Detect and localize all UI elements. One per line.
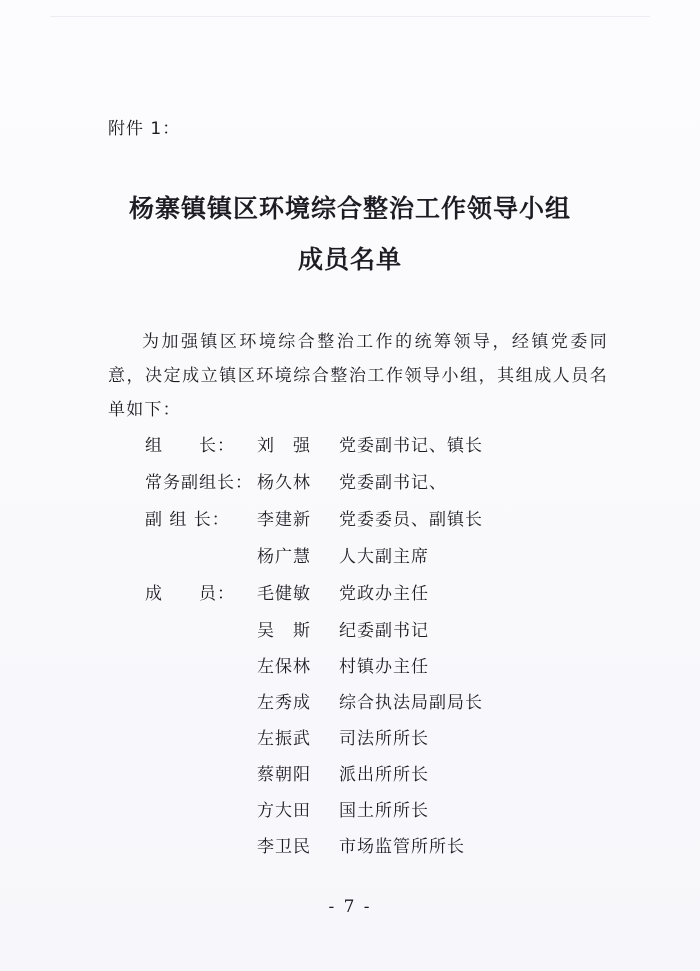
- member-post: 党委委员、副镇长: [339, 510, 483, 530]
- member-row: [0, 616, 700, 644]
- member-row: [0, 431, 700, 459]
- member-post: 党委副书记、镇长: [339, 436, 483, 456]
- member-post: 党政办主任: [339, 584, 429, 604]
- member-row: [0, 505, 700, 533]
- member-post: 司法所所长: [339, 729, 429, 749]
- member-name: 左保林: [257, 657, 311, 677]
- member-post: 市场监管所所长: [339, 837, 465, 857]
- document-title: 杨寨镇镇区环境综合整治工作领导小组: [128, 194, 571, 223]
- member-post: 人大副主席: [339, 547, 429, 567]
- member-name: 蔡朝阳: [257, 765, 311, 785]
- member-name: 左秀成: [257, 693, 311, 713]
- member-post: 派出所所长: [339, 765, 429, 785]
- attachment-label: 附件 1：: [108, 119, 181, 139]
- member-row: [0, 760, 700, 788]
- member-row: [0, 652, 700, 680]
- document-subtitle: 成员名单: [297, 245, 402, 274]
- page-number: - 7 -: [328, 897, 372, 917]
- member-name: 李卫民: [257, 837, 311, 857]
- member-role: 副 组 长：: [145, 510, 230, 530]
- member-name: 吴 斯: [257, 621, 311, 641]
- member-post: 村镇办主任: [339, 657, 429, 677]
- intro-paragraph: 为加强镇区环境综合整治工作的统筹领导，经镇党委同意，决定成立镇区环境综合整治工作领导小组，其组成人员名单如下：: [108, 332, 608, 420]
- member-name: 李建新: [257, 510, 311, 530]
- member-name: 方大田: [257, 801, 311, 821]
- member-name: 左振武: [257, 729, 311, 749]
- member-name: 杨久林: [257, 473, 311, 493]
- member-name: 刘 强: [257, 436, 311, 456]
- member-row: [0, 579, 700, 607]
- member-post: 纪委副书记: [339, 621, 429, 641]
- member-post: 国土所所长: [339, 801, 429, 821]
- member-name: 毛健敏: [257, 584, 311, 604]
- member-role: 组 长：: [145, 436, 235, 456]
- member-role: 常务副组长：: [145, 473, 253, 493]
- member-post: 党委副书记、: [339, 473, 447, 493]
- member-row: [0, 796, 700, 824]
- member-name: 杨广慧: [257, 547, 311, 567]
- member-row: [0, 542, 700, 570]
- member-row: [0, 688, 700, 716]
- member-row: [0, 468, 700, 496]
- member-row: [0, 724, 700, 752]
- member-post: 综合执法局副局长: [339, 693, 483, 713]
- member-row: [0, 832, 700, 860]
- member-role: 成 员：: [145, 584, 235, 604]
- page-edge-line: [50, 16, 650, 17]
